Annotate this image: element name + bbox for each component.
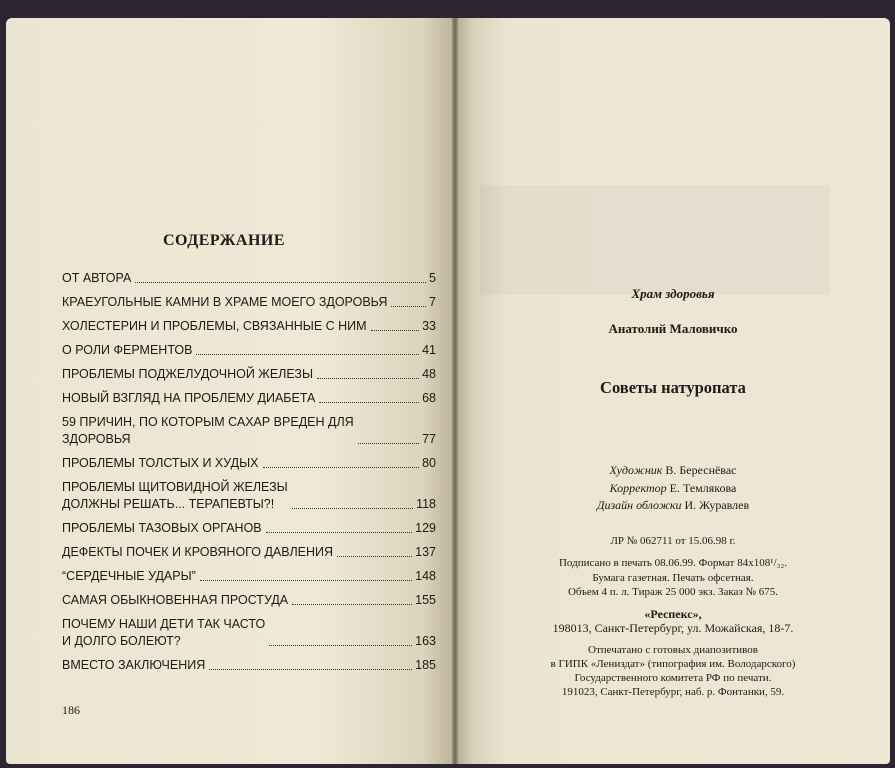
toc-entry-title: ХОЛЕСТЕРИН И ПРОБЛЕМЫ, СВЯЗАННЫЕ С НИМ — [62, 319, 367, 333]
dot-leader — [135, 282, 426, 283]
printer-line: Отпечатано с готовых диапозитивов — [588, 644, 758, 656]
dot-leader — [337, 556, 412, 557]
dot-leader — [358, 443, 419, 444]
toc-entry-page: 80 — [422, 456, 436, 470]
toc-entry-page: 48 — [422, 367, 436, 381]
toc-entry-page: 33 — [422, 319, 436, 333]
dot-leader — [196, 354, 419, 355]
toc-entry-page: 77 — [422, 432, 436, 446]
credit-line-cover-design — [456, 497, 890, 514]
credit-name: В. Береснёвас — [665, 463, 737, 477]
print-info-line: Бумага газетная. Печать офсетная. — [592, 572, 754, 584]
dot-leader — [371, 330, 420, 331]
dot-leader — [266, 532, 412, 533]
toc-entry-page: 148 — [415, 569, 436, 583]
toc-entry — [62, 270, 436, 287]
bleed-through-shadow — [480, 185, 830, 295]
toc-entry — [62, 544, 436, 561]
publisher-address: 198013, Санкт-Петербург, ул. Можайская, 18-7. — [552, 621, 794, 635]
license-line: ЛР № 062711 от 15.06.98 г. — [610, 535, 736, 547]
toc-entry-title: НОВЫЙ ВЗГЛЯД НА ПРОБЛЕМУ ДИАБЕТА — [62, 391, 316, 405]
toc-entry-title: ПРОБЛЕМЫ ПОДЖЕЛУДОЧНОЙ ЖЕЛЕЗЫ — [62, 367, 314, 381]
toc-entry-page: 185 — [415, 658, 436, 672]
toc-entry — [62, 520, 436, 537]
toc-entry — [62, 455, 436, 472]
toc-entry-page: 41 — [422, 343, 436, 357]
contents-heading: СОДЕРЖАНИЕ — [162, 232, 286, 249]
credit-line-proofreader — [456, 480, 890, 497]
toc-entry-page: 137 — [415, 545, 436, 559]
toc-entry-title: ПРОБЛЕМЫ ТАЗОВЫХ ОРГАНОВ — [62, 521, 262, 535]
toc-entry-page: 7 — [429, 295, 436, 309]
toc-entry-title: КРАЕУГОЛЬНЫЕ КАМНИ В ХРАМЕ МОЕГО ЗДОРОВЬЯ — [62, 295, 388, 309]
toc-entry-title: ПОЧЕМУ НАШИ ДЕТИ ТАК ЧАСТО И ДОЛГО БОЛЕЮТ? — [62, 617, 266, 648]
toc-entry-page: 163 — [415, 634, 436, 648]
credit-role: Дизайн обложки — [596, 498, 682, 512]
toc-entry — [62, 657, 436, 674]
toc-entry-page: 68 — [422, 391, 436, 405]
toc-entry — [62, 568, 436, 585]
credit-role: Корректор — [609, 481, 667, 495]
dot-leader — [317, 378, 419, 379]
dot-leader — [319, 402, 419, 403]
table-of-contents — [62, 262, 436, 674]
print-info-line: Подписано в печать 08.06.99. Формат 84x108¹/₃₂. — [558, 557, 787, 569]
printer-line: 191023, Санкт-Петербург, наб. р. Фонтанки, 59. — [561, 686, 785, 698]
toc-entry-title: ВМЕСТО ЗАКЛЮЧЕНИЯ — [62, 658, 206, 672]
dot-leader — [269, 645, 412, 646]
dot-leader — [209, 669, 412, 670]
toc-entry-title: САМАЯ ОБЫКНОВЕННАЯ ПРОСТУДА — [62, 593, 289, 607]
series-name: Храм здоровья — [631, 286, 715, 301]
toc-entry-title: “СЕРДЕЧНЫЕ УДАРЫ” — [62, 569, 196, 583]
toc-entry — [62, 616, 436, 650]
toc-entry-title: ПРОБЛЕМЫ ЩИТОВИДНОЙ ЖЕЛЕЗЫ ДОЛЖНЫ РЕШАТЬ... ТЕРАПЕВТЫ?! — [62, 480, 288, 511]
dot-leader — [263, 467, 420, 468]
dot-leader — [391, 306, 426, 307]
toc-entry — [62, 366, 436, 383]
toc-entry — [62, 294, 436, 311]
credit-name: Е. Темлякова — [669, 481, 737, 495]
publisher-name: «Респекс», — [644, 607, 702, 621]
credit-name: И. Журавлев — [684, 498, 750, 512]
toc-entry — [62, 342, 436, 359]
toc-entry-page: 129 — [415, 521, 436, 535]
author-name: Анатолий Маловичко — [608, 321, 738, 336]
printer-line: в ГИПК «Лениздат» (типография им. Володарского) — [550, 658, 796, 670]
toc-entry-page: 155 — [415, 593, 436, 607]
toc-entry — [62, 414, 436, 448]
toc-entry — [62, 390, 436, 407]
toc-entry-title: ОТ АВТОРА — [62, 271, 132, 285]
toc-entry-page: 5 — [429, 271, 436, 285]
credit-role: Художник — [609, 463, 663, 477]
toc-entry-title: О РОЛИ ФЕРМЕНТОВ — [62, 343, 193, 357]
toc-entry — [62, 479, 436, 513]
toc-entry — [62, 592, 436, 609]
toc-entry-title: ПРОБЛЕМЫ ТОЛСТЫХ И ХУДЫХ — [62, 456, 259, 470]
credit-line-illustrator — [456, 462, 890, 479]
page-number: 186 — [62, 703, 80, 717]
printer-line: Государственного комитета РФ по печати. — [574, 672, 772, 684]
book-title: Советы натуропата — [600, 378, 746, 397]
toc-entry-page: 118 — [416, 497, 436, 511]
toc-entry-title: ДЕФЕКТЫ ПОЧЕК И КРОВЯНОГО ДАВЛЕНИЯ — [62, 545, 334, 559]
dot-leader — [292, 604, 412, 605]
dot-leader — [200, 580, 412, 581]
toc-entry — [62, 318, 436, 335]
toc-entry-title: 59 ПРИЧИН, ПО КОТОРЫМ САХАР ВРЕДЕН ДЛЯ ЗДОРОВЬЯ — [62, 415, 354, 446]
print-info-line: Объем 4 п. л. Тираж 25 000 экз. Заказ № 675. — [567, 586, 779, 598]
dot-leader — [292, 508, 413, 509]
